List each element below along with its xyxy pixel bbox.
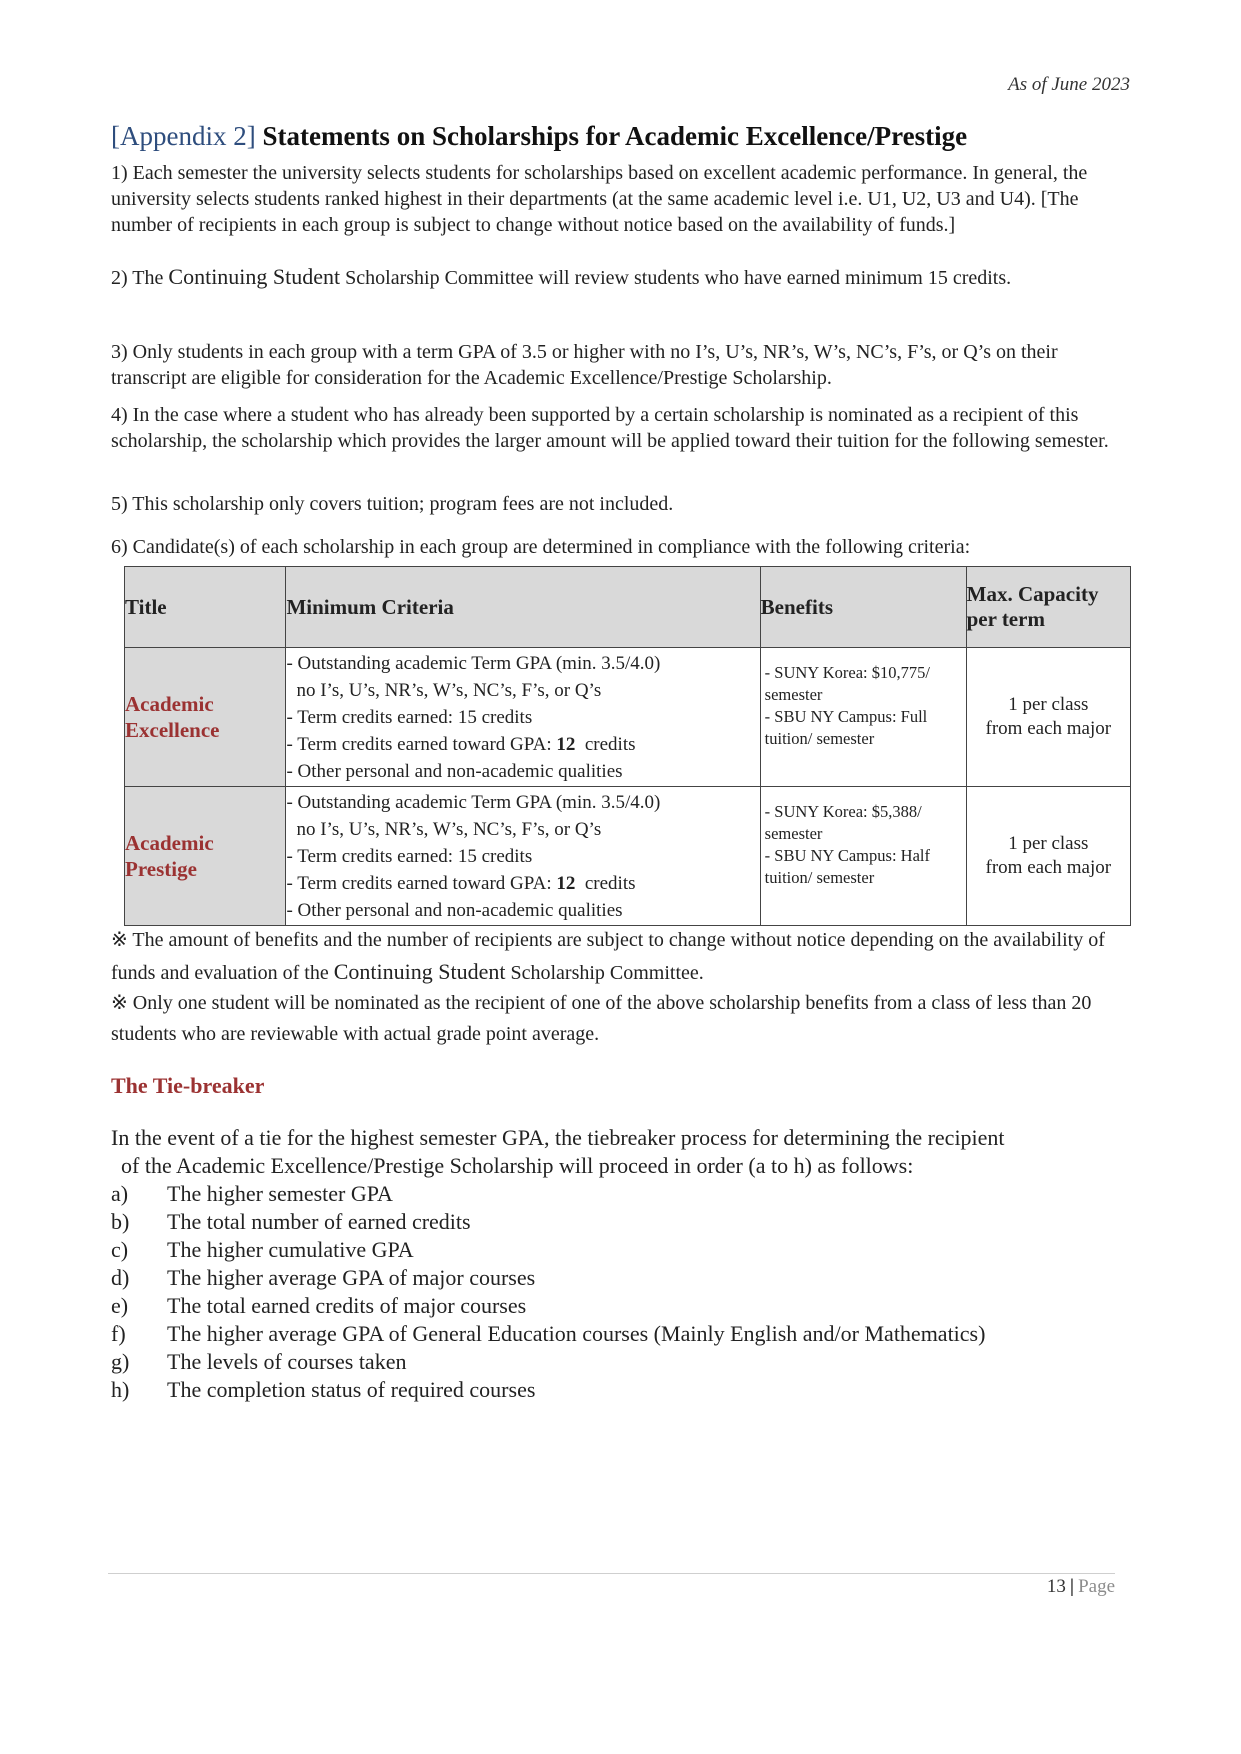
- capacity-cell: [966, 787, 1130, 926]
- criteria-line: [286, 731, 759, 758]
- list-item: [111, 1208, 985, 1236]
- criteria-line: - Outstanding academic Term GPA (min. 3.5/4.0): [286, 652, 661, 674]
- list-item: [111, 1236, 985, 1264]
- list-item-letter: b): [111, 1209, 130, 1234]
- list-item-text: The levels of courses taken: [167, 1349, 407, 1374]
- criteria-gpa-unit: credits: [575, 872, 636, 894]
- list-item-letter: c): [111, 1237, 129, 1262]
- list-item-text: The higher average GPA of major courses: [167, 1265, 536, 1290]
- appendix-tag: [Appendix 2]: [111, 121, 256, 151]
- criteria-cell: [286, 787, 760, 926]
- note-1-pre: ※ The amount of benefits and the number of recipients are subject to change without notice depending on the availability of funds and evaluation of the: [111, 929, 1105, 984]
- paragraph-6: 6) Candidate(s) of each scholarship in each group are determined in compliance with the following criteria:: [111, 536, 971, 558]
- paragraph-2: [111, 264, 1129, 291]
- note-single-recipient: ※ Only one student will be nominated as the recipient of one of the above scholarship benefits from a class of less than 20 students who are reviewable with actual grade point average.: [111, 992, 1092, 1045]
- benefit-line: - SBU NY Campus: Half: [764, 846, 930, 865]
- paragraph-4: 4) In the case where a student who has already been supported by a certain scholarship is nominated as a recipient of this scholarship, the scholarship which provides the larger amount will be applied toward their tuition for the following semester.: [111, 404, 1109, 452]
- page-number: 13: [1046, 1576, 1066, 1597]
- tiebreaker-intro: [111, 1124, 1141, 1180]
- list-item-letter: g): [111, 1349, 130, 1374]
- capacity-cell: [966, 648, 1130, 787]
- table-header-row: [125, 567, 1131, 648]
- header-capacity: [966, 567, 1130, 648]
- capacity-line-2: from each major: [985, 857, 1112, 878]
- page-title: [111, 121, 1141, 152]
- benefit-line: - SBU NY Campus: Full: [764, 707, 928, 726]
- p2-pre: 2) The: [111, 267, 169, 289]
- criteria-line: - Term credits earned: 15 credits: [286, 845, 533, 867]
- row-title-line-2: Prestige: [125, 857, 197, 881]
- benefit-line: tuition/ semester: [764, 868, 875, 887]
- list-item: [111, 1264, 985, 1292]
- criteria-line: [286, 870, 759, 897]
- criteria-gpa-label: - Term credits earned toward GPA:: [286, 733, 557, 755]
- benefit-line: semester: [764, 685, 823, 704]
- criteria-line: - Outstanding academic Term GPA (min. 3.5/4.0): [286, 791, 661, 813]
- p2-post: Scholarship Committee will review students who have earned minimum 15 credits.: [340, 267, 1012, 289]
- p2-committee: Continuing Student: [168, 264, 341, 289]
- list-item-letter: d): [111, 1265, 130, 1290]
- criteria-line: - Term credits earned: 15 credits: [286, 706, 533, 728]
- header-title: Title: [125, 567, 286, 648]
- header-criteria: Minimum Criteria: [286, 567, 760, 648]
- list-item: [111, 1376, 985, 1404]
- list-item: [111, 1320, 985, 1348]
- criteria-line: no I’s, U’s, NR’s, W’s, NC’s, F’s, or Q’s: [296, 818, 602, 840]
- paragraph-5: 5) This scholarship only covers tuition; program fees are not included.: [111, 493, 674, 515]
- row-title-line-2: Excellence: [125, 718, 220, 742]
- paragraph-1: 1) Each semester the university selects students for scholarships based on excellent academic performance. In general, the university selects students ranked highest in their departments (at the same academic level i.e. U1, U2, U3 and U4). [The number of recipients in each group is subject to change without notice based on the availability of funds.]: [111, 162, 1088, 236]
- footer-separator: |: [1069, 1576, 1075, 1597]
- criteria-gpa-number: 12: [556, 733, 576, 755]
- header-capacity-line-1: Max. Capacity: [966, 582, 1099, 606]
- table-row: [125, 787, 1131, 926]
- document-date: As of June 2023: [1008, 74, 1130, 95]
- row-title-line-1: Academic: [125, 692, 214, 716]
- tiebreaker-list: [111, 1180, 985, 1404]
- list-item: [111, 1180, 985, 1208]
- list-item: [111, 1348, 985, 1376]
- header-benefits: Benefits: [760, 567, 966, 648]
- list-item-text: The higher cumulative GPA: [167, 1237, 414, 1262]
- page-footer: [1047, 1576, 1115, 1598]
- note-1-post: Scholarship Committee.: [505, 962, 704, 984]
- benefit-line: semester: [764, 824, 823, 843]
- scholarship-table: [124, 566, 1131, 926]
- benefit-line: - SUNY Korea: $10,775/: [764, 663, 930, 682]
- tiebreaker-intro-line-1: In the event of a tie for the highest semester GPA, the tiebreaker process for determining the recipient: [111, 1125, 1005, 1150]
- criteria-line: no I’s, U’s, NR’s, W’s, NC’s, F’s, or Q’s: [296, 679, 602, 701]
- tiebreaker-heading: The Tie-breaker: [111, 1073, 265, 1098]
- criteria-cell: [286, 648, 760, 787]
- note-benefits: [111, 925, 1121, 989]
- benefit-line: tuition/ semester: [764, 729, 875, 748]
- paragraph-3: 3) Only students in each group with a term GPA of 3.5 or higher with no I’s, U’s, NR’s, W’s, NC’s, F’s, or Q’s on their transcript are eligible for consideration for the Academic Excellence/Prestige Scholarship.: [111, 341, 1058, 389]
- criteria-gpa-number: 12: [556, 872, 576, 894]
- footer-divider: [108, 1573, 1115, 1574]
- row-title-line-1: Academic: [125, 831, 214, 855]
- tiebreaker-intro-line-2: of the Academic Excellence/Prestige Scholarship will proceed in order (a to h) as follows:: [121, 1153, 914, 1178]
- note-1-committee: Continuing Student: [333, 959, 506, 984]
- list-item-letter: a): [111, 1181, 129, 1206]
- benefits-cell: [760, 648, 966, 787]
- list-item-text: The higher average GPA of General Education courses (Mainly English and/or Mathematics): [167, 1321, 986, 1346]
- list-item-text: The higher semester GPA: [167, 1181, 393, 1206]
- benefit-line: - SUNY Korea: $5,388/: [764, 802, 922, 821]
- capacity-line-2: from each major: [985, 718, 1112, 739]
- header-capacity-line-2: per term: [966, 607, 1045, 631]
- list-item: [111, 1292, 985, 1320]
- list-item-text: The total number of earned credits: [167, 1209, 471, 1234]
- list-item-letter: e): [111, 1293, 129, 1318]
- capacity-line-1: 1 per class: [1008, 833, 1089, 854]
- table-row: [125, 648, 1131, 787]
- list-item-text: The completion status of required courses: [167, 1377, 536, 1402]
- list-item-letter: f): [111, 1321, 126, 1346]
- list-item-text: The total earned credits of major courses: [167, 1293, 527, 1318]
- title-text: Statements on Scholarships for Academic Excellence/Prestige: [262, 121, 968, 151]
- criteria-gpa-label: - Term credits earned toward GPA:: [286, 872, 557, 894]
- criteria-line: - Other personal and non-academic qualities: [286, 899, 623, 921]
- row-title: [125, 787, 286, 926]
- criteria-gpa-unit: credits: [575, 733, 636, 755]
- page-label: Page: [1078, 1576, 1115, 1597]
- list-item-letter: h): [111, 1377, 130, 1402]
- row-title: [125, 648, 286, 787]
- capacity-line-1: 1 per class: [1008, 694, 1089, 715]
- criteria-line: - Other personal and non-academic qualities: [286, 760, 623, 782]
- benefits-cell: [760, 787, 966, 926]
